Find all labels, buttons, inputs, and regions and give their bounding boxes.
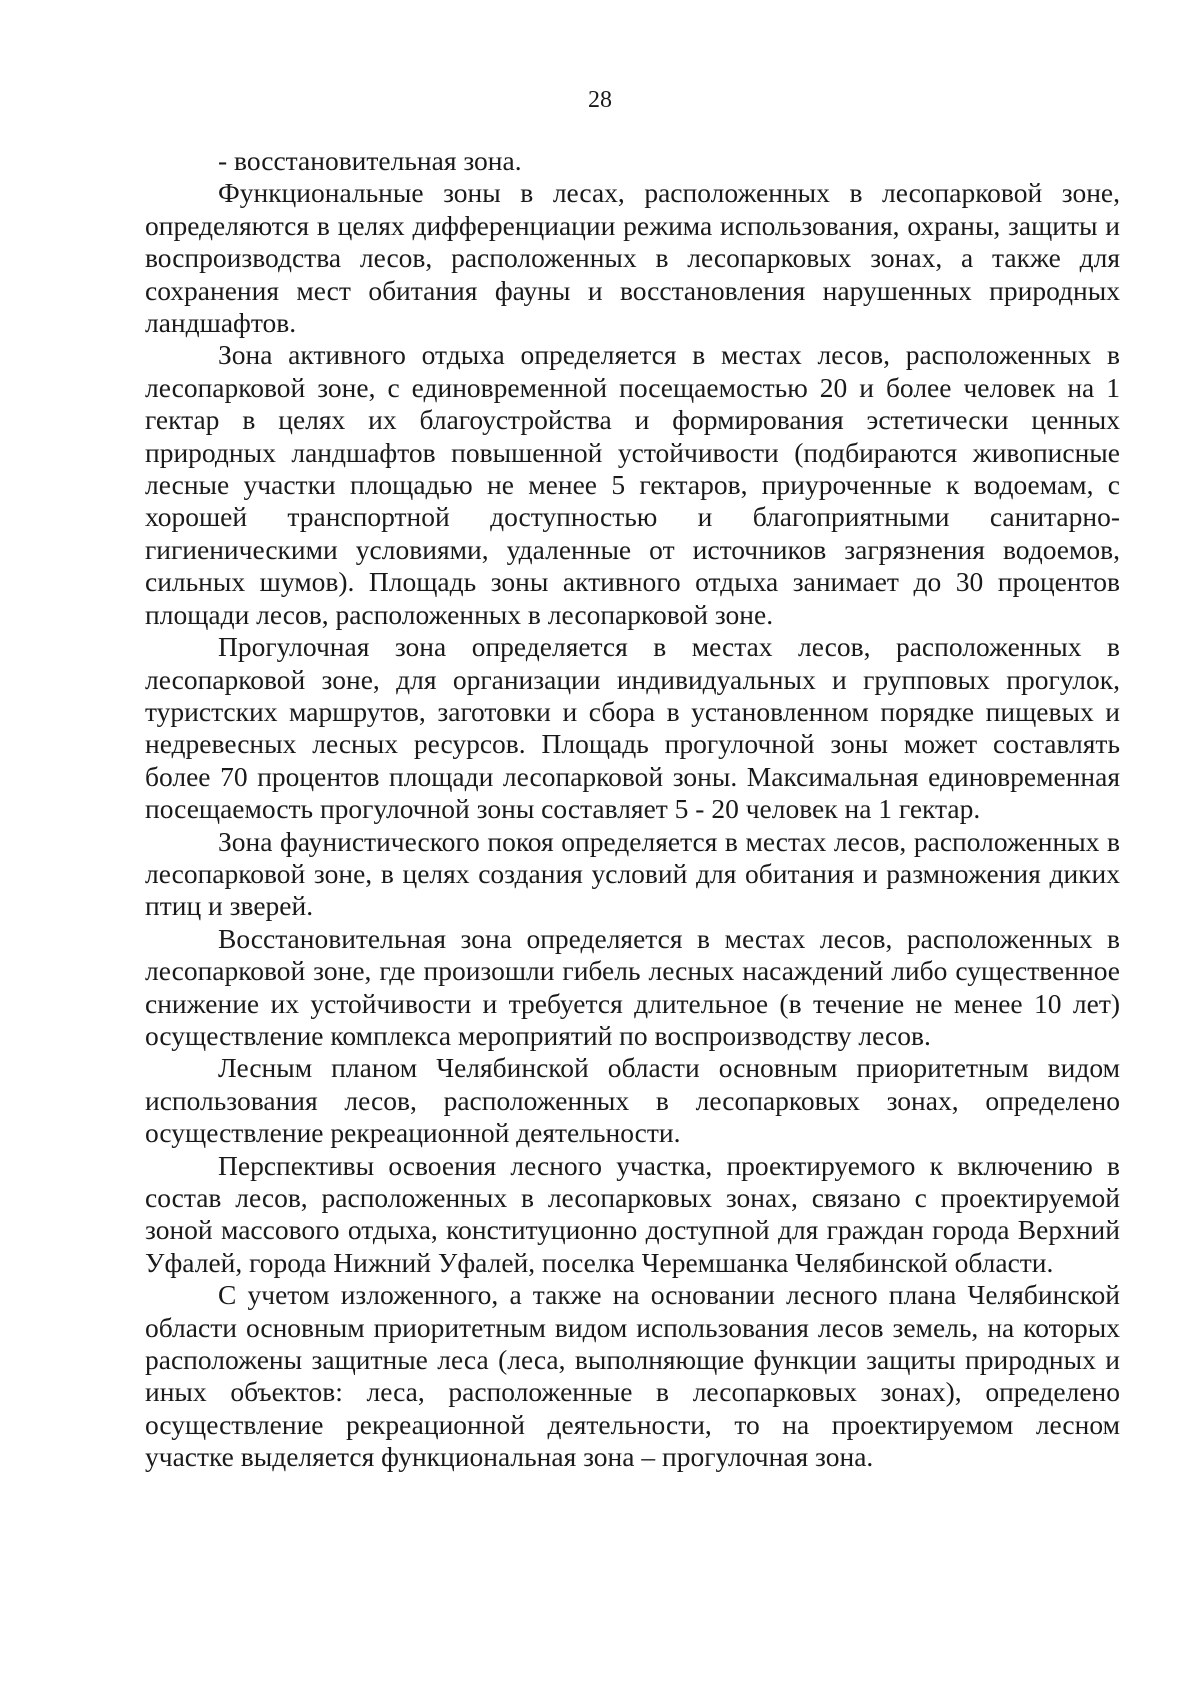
paragraph-fauna-rest-zone: Зона фаунистического покоя определяется в местах лесов, расположенных в лесопарковой зоне, в целях создания условий для обитания и размножения диких птиц и зверей. — [145, 825, 1120, 922]
paragraph-forest-plan: Лесным планом Челябинской области основным приоритетным видом использования лесов, расположенных в лесопарковых зонах, определено осуществление рекреационной деятельности. — [145, 1052, 1120, 1149]
paragraph-prospects: Перспективы освоения лесного участка, проектируемого к включению в состав лесов, расположенных в лесопарковых зонах, связано с проектируемой зоной массового отдыха, конституционно доступной для граждан города Верхний Уфалей, города Нижний Уфалей, поселка Черемшанка Челябинской области. — [145, 1149, 1120, 1278]
document-body — [145, 145, 1120, 1474]
paragraph-restoration-zone: Восстановительная зона определяется в местах лесов, расположенных в лесопарковой зоне, где произошли гибель лесных насаждений либо существенное снижение их устойчивости и требуется длительное (в течение не менее 10 лет) осуществление комплекса мероприятий по воспроизводству лесов. — [145, 922, 1120, 1051]
paragraph-walking-zone: Прогулочная зона определяется в местах лесов, расположенных в лесопарковой зоне, для организации индивидуальных и групповых прогулок, туристских маршрутов, заготовки и сбора в установленном порядке пищевых и недревесных лесных ресурсов. Площадь прогулочной зоны может составлять более 70 процентов площади лесопарковой зоны. Максимальная единовременная посещаемость прогулочной зоны составляет 5 - 20 человек на 1 гектар. — [145, 631, 1120, 825]
paragraph-active-rest-zone: Зона активного отдыха определяется в местах лесов, расположенных в лесопарковой зоне, с единовременной посещаемостью 20 и более человек на 1 гектар в целях их благоустройства и формирования эстетически ценных природных ландшафтов повышенной устойчивости (подбираются живописные лесные участки площадью не менее 5 гектаров, приуроченные к водоемам, с хорошей транспортной доступностью и благоприятными санитарно-гигиеническими условиями, удаленные от источников загрязнения водоемов, сильных шумов). Площадь зоны активного отдыха занимает до 30 процентов площади лесов, расположенных в лесопарковой зоне. — [145, 339, 1120, 630]
page-number: 28 — [588, 87, 612, 113]
paragraph-functional-zones: Функциональные зоны в лесах, расположенных в лесопарковой зоне, определяются в целях дифференциации режима использования, охраны, защиты и воспроизводства лесов, расположенных в лесопарковых зонах, а также для сохранения мест обитания фауны и восстановления нарушенных природных ландшафтов. — [145, 177, 1120, 339]
paragraph-conclusion: С учетом изложенного, а также на основании лесного плана Челябинской области основным приоритетным видом использования лесов земель, на которых расположены защитные леса (леса, выполняющие функции защиты природных и иных объектов: леса, расположенные в лесопарковых зонах), определено осуществление рекреационной деятельности, то на проектируемом лесном участке выделяется функциональная зона – прогулочная зона. — [145, 1279, 1120, 1473]
paragraph-zone-list-end: - восстановительная зона. — [218, 145, 522, 176]
